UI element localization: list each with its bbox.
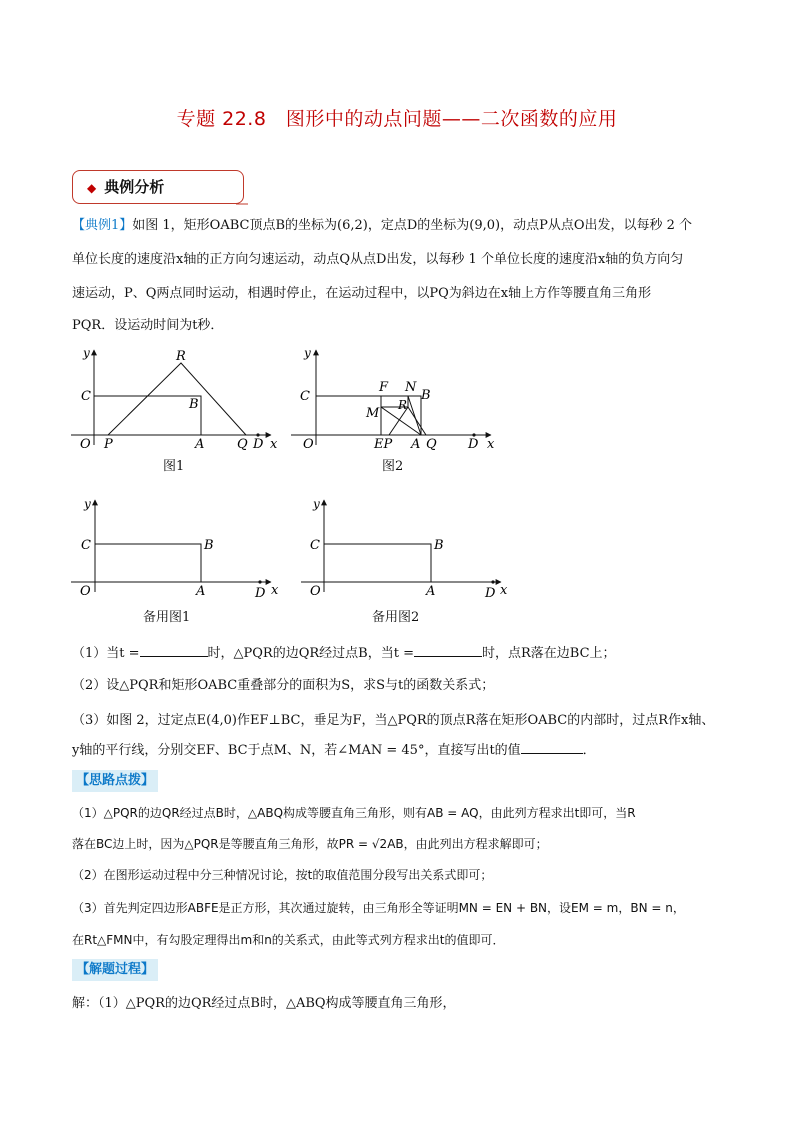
hint-1b: 落在BC边上时，因为△PQR是等腰直角三角形，故PR = √2AB，由此列出方程求解即可； xyxy=(72,837,548,851)
svg-text:R: R xyxy=(398,398,408,412)
section-heading-text: 典例分析 xyxy=(104,178,165,196)
backup-figure-1 xyxy=(66,495,286,605)
svg-text:y: y xyxy=(304,346,311,360)
answer-blank-3[interactable] xyxy=(521,741,583,754)
svg-text:A: A xyxy=(411,437,421,452)
solution-line-1: 解：（1）△PQR的边QR经过点B时，△ABQ构成等腰直角三角形， xyxy=(72,996,456,1011)
svg-text:Q: Q xyxy=(237,437,248,452)
svg-text:x: x xyxy=(271,583,279,598)
question-3-line-1: （3）如图 2，过定点E(4,0)作EF⊥BC，垂足为F，当△PQR的顶点R落在矩形OABC的内部时，过点R作x轴、 xyxy=(72,713,715,728)
hint-2: （2）在图形运动过程中分三种情况讨论，按t的取值范围分段写出关系式即可； xyxy=(72,868,493,882)
svg-text:N: N xyxy=(405,380,417,395)
figure-2 xyxy=(286,345,506,455)
figure-1-caption: 图1 xyxy=(163,459,185,474)
svg-text:C: C xyxy=(81,538,91,553)
hint-3a: （3）首先判定四边形ABFE是正方形，其次通过旋转，由三角形全等证明MN = EN + BN，设EM = m，BN = n， xyxy=(72,901,685,915)
svg-text:D: D xyxy=(485,586,496,601)
answer-blank-1[interactable] xyxy=(140,644,208,657)
svg-text:B: B xyxy=(434,538,444,553)
svg-text:x: x xyxy=(500,583,508,598)
svg-text:D: D xyxy=(253,437,264,452)
svg-text:B: B xyxy=(421,388,431,403)
page-title: 专题 22.8 图形中的动点问题——二次函数的应用 xyxy=(176,108,618,130)
svg-text:y: y xyxy=(313,497,320,511)
svg-text:C: C xyxy=(310,538,320,553)
diamond-icon: ◆ xyxy=(87,181,97,195)
solution-heading: 【解题过程】 xyxy=(72,956,722,984)
answer-blank-2[interactable] xyxy=(414,644,482,657)
backup-figure-2-caption: 备用图2 xyxy=(372,610,420,625)
example-line-3: 速运动，P、Q两点同时运动，相遇时停止，在运动过程中，以PQ为斜边在x轴上方作等腰直角三角形 xyxy=(72,286,652,301)
hint-heading: 【思路点拨】 xyxy=(72,767,722,795)
figure-1 xyxy=(66,345,286,455)
svg-text:x: x xyxy=(487,437,495,452)
question-1: （1）当t = 时，△PQR的边QR经过点B，当t = 时，点R落在边BC上； xyxy=(72,646,616,661)
svg-text:O: O xyxy=(80,584,91,599)
hint-1a: （1）△PQR的边QR经过点B时，△ABQ构成等腰直角三角形，则有AB = AQ，由此列方程求出t即可，当R xyxy=(72,806,636,820)
svg-text:O: O xyxy=(310,584,321,599)
question-2: （2）设△PQR和矩形OABC重叠部分的面积为S，求S与t的函数关系式； xyxy=(72,678,495,693)
svg-text:C: C xyxy=(81,389,91,404)
svg-text:F: F xyxy=(379,380,389,395)
svg-text:x: x xyxy=(270,437,278,452)
svg-text:y: y xyxy=(84,497,91,511)
svg-text:y: y xyxy=(83,346,90,360)
backup-figure-2 xyxy=(296,495,516,605)
example-line-1: 【典例1】如图 1，矩形OABC顶点B的坐标为(6,2)，定点D的坐标为(9,0)，动点P从点O出发，以每秒 2 个 xyxy=(72,218,693,233)
svg-text:D: D xyxy=(255,586,266,601)
section-underline xyxy=(236,196,250,210)
hint-3b: 在Rt△FMN中，有勾股定理得出m和n的关系式，由此等式列方程求出t的值即可． xyxy=(72,933,505,947)
section-heading xyxy=(72,170,244,204)
svg-text:Q: Q xyxy=(426,437,437,452)
backup-figure-1-caption: 备用图1 xyxy=(143,610,191,625)
svg-text:P: P xyxy=(104,437,113,452)
example-line-4: PQR．设运动时间为t秒． xyxy=(72,318,224,333)
example-line-2: 单位长度的速度沿x轴的正方向匀速运动，动点Q从点D出发，以每秒 1 个单位长度的速度沿x轴的负方向匀 xyxy=(72,252,684,267)
svg-text:M: M xyxy=(366,406,380,421)
svg-text:O: O xyxy=(80,437,91,452)
figure-2-caption: 图2 xyxy=(382,459,404,474)
question-3-line-2: y轴的平行线，分别交EF、BC于点M、N，若∠MAN = 45°，直接写出t的值 ． xyxy=(72,743,596,758)
svg-text:O: O xyxy=(303,437,314,452)
svg-text:A: A xyxy=(195,437,205,452)
svg-text:B: B xyxy=(189,397,199,412)
svg-text:EP: EP xyxy=(374,437,393,452)
svg-text:C: C xyxy=(300,389,310,404)
svg-text:A: A xyxy=(426,584,436,599)
svg-text:R: R xyxy=(176,349,186,364)
svg-text:A: A xyxy=(196,584,206,599)
svg-text:D: D xyxy=(468,437,479,452)
svg-text:B: B xyxy=(204,538,214,553)
example-tag: 【典例1】 xyxy=(72,218,133,233)
